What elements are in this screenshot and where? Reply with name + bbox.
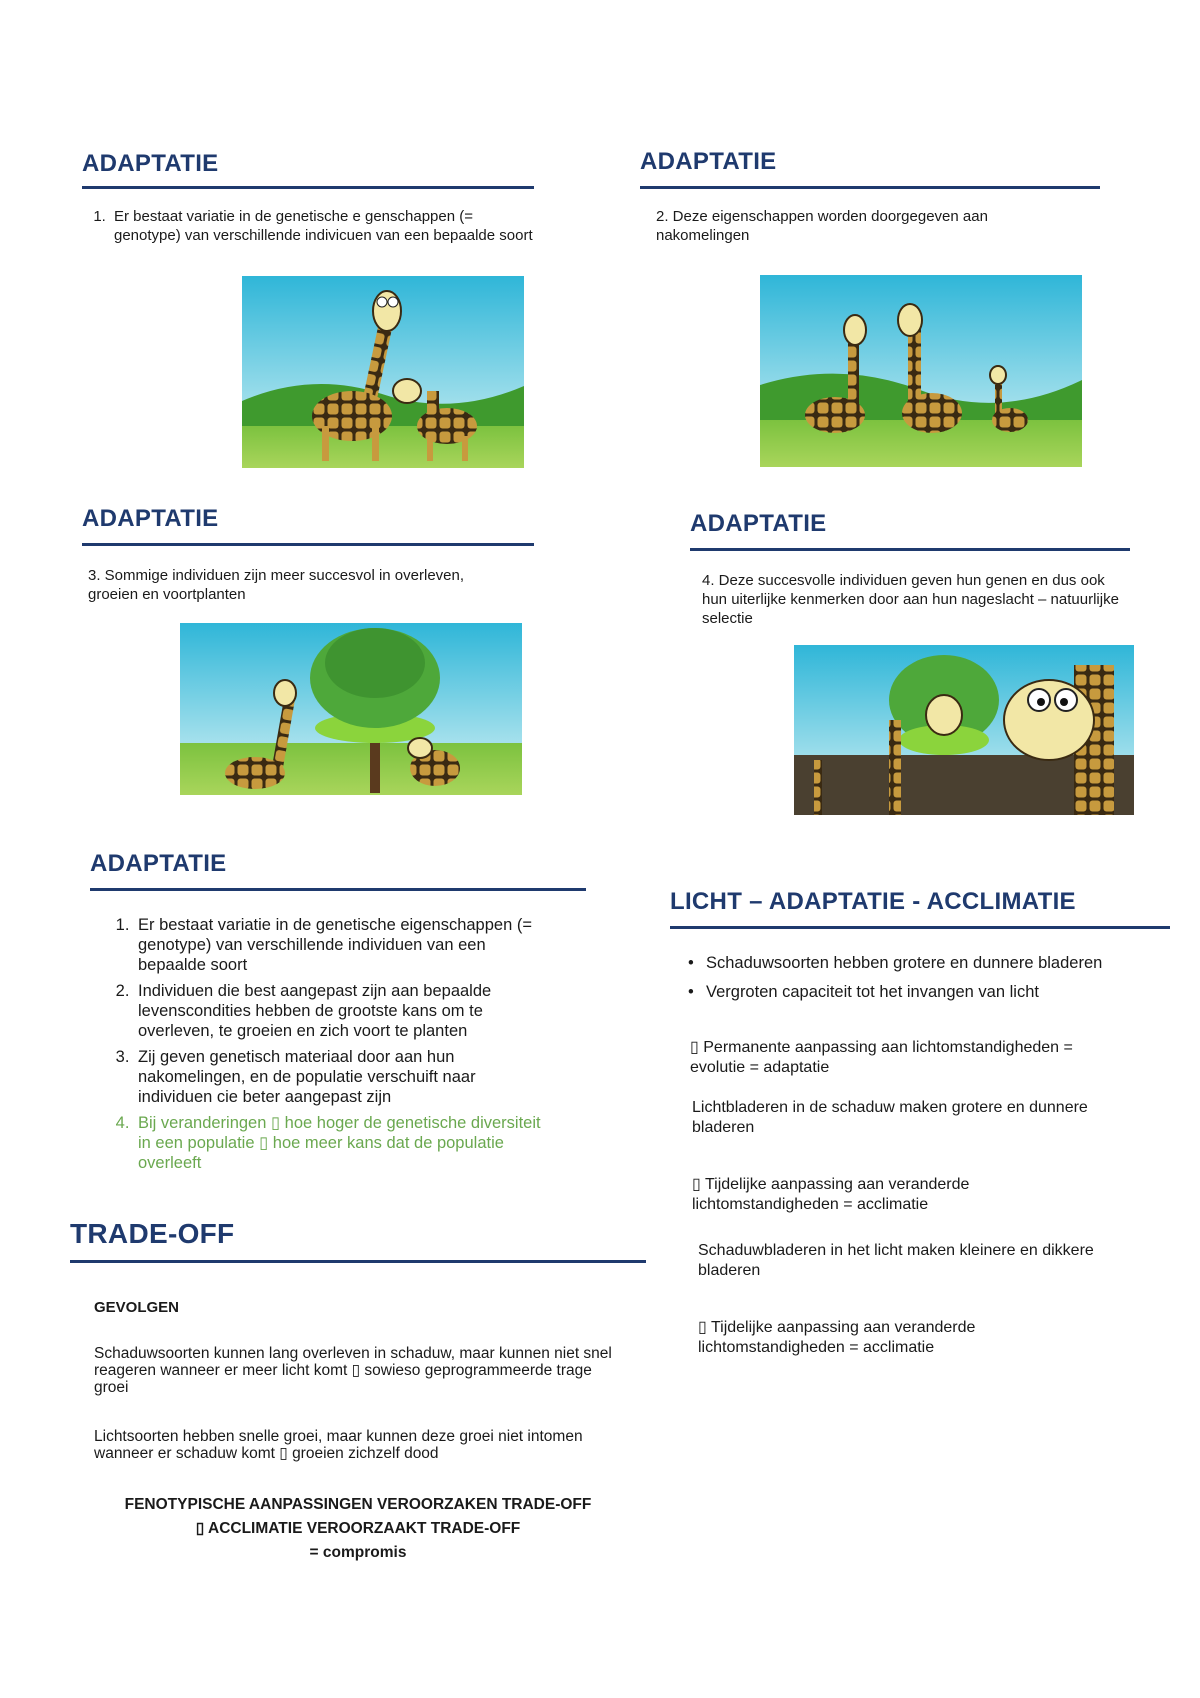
giraffes-tree-image — [180, 623, 522, 795]
slide-title: TRADE-OFF — [70, 1218, 235, 1249]
numbered-list — [90, 915, 554, 1173]
slide-7 — [70, 1218, 646, 1578]
slide-title: LICHT – ADAPTATIE - ACCLIMATIE — [670, 888, 1076, 915]
title-rule — [70, 1260, 646, 1263]
bullet-item: • Schaduwsoorten hebben grotere en dunnere bladeren — [706, 953, 1170, 973]
slide-text: 2. Deze eigenschappen worden doorgegeven aan nakomelingen — [656, 208, 988, 244]
conclusion-line: FENOTYPISCHE AANPASSINGEN VEROORZAKEN TRADE-OFF — [124, 1496, 592, 1513]
bullet-item: • Vergroten capaciteit tot het invangen van licht — [706, 982, 1170, 1002]
list-item: 1. Er bestaat variatie in de genetische e genschappen (= genotype) van verschillende indivicuen van een bepaalde soort — [110, 207, 534, 245]
conclusion-line: ▯ ACCLIMATIE VEROORZAAKT TRADE-OFF — [195, 1520, 521, 1537]
title-rule — [690, 548, 1130, 551]
section-subtitle: GEVOLGEN — [94, 1299, 180, 1316]
slide-2 — [640, 148, 1100, 245]
list-item-highlighted: 4. Bij veranderingen ▯ hoe hoger de genetische diversiteit in een populatie ▯ hoe meer kans dat de populatie overleeft — [134, 1113, 554, 1173]
slide-title: ADAPTATIE — [90, 850, 227, 877]
title-rule — [82, 543, 534, 546]
giraffe-closeup-image — [794, 645, 1134, 815]
slide-1 — [82, 150, 534, 251]
slide-text: 3. Sommige individuen zijn meer succesvol in overleven, groeien en voortplanten — [88, 567, 465, 603]
bullet-list — [670, 953, 1170, 1002]
slide-title: ADAPTATIE — [690, 510, 827, 537]
paragraph: Lichtbladeren in de schaduw maken grotere en dunnere bladeren — [692, 1099, 1088, 1136]
slide-text: 4. Deze succesvolle individuen geven hun genen en dus ook hun uiterlijke kenmerken door aan hun nageslacht – natuurlijke selectie — [702, 572, 1119, 627]
slide-4 — [690, 510, 1130, 628]
list-item: 2. Individuen die best aangepast zijn aan bepaalde levenscondities hebben de grootste kans om te overleven, te groeien en zich voort te planten — [134, 981, 554, 1041]
paragraph: Lichtsoorten hebben snelle groei, maar kunnen deze groei niet intomen wanneer er schaduw komt ▯ groeien zichzelf dood — [94, 1428, 583, 1462]
title-rule — [670, 926, 1170, 929]
title-rule — [90, 888, 586, 891]
paragraph: ▯ Permanente aanpassing aan lichtomstandigheden = evolutie = adaptatie — [690, 1039, 1073, 1076]
title-rule — [82, 186, 534, 189]
slide-3 — [82, 505, 534, 604]
paragraph: ▯ Tijdelijke aanpassing aan veranderde lichtomstandigheden = acclimatie — [692, 1176, 970, 1213]
paragraph: Schaduwbladeren in het licht maken kleinere en dikkere bladeren — [698, 1242, 1094, 1279]
list-item: 3. Zij geven genetisch materiaal door aan hun nakomelingen, en de populatie verschuift naar individuen cie beter aangepast zijn — [134, 1047, 554, 1107]
paragraph: ▯ Tijdelijke aanpassing aan veranderde lichtomstandigheden = acclimatie — [698, 1319, 976, 1356]
slide-5 — [90, 850, 586, 1179]
title-rule — [640, 186, 1100, 189]
slide-title: ADAPTATIE — [82, 150, 219, 177]
two-giraffes-image — [242, 276, 524, 468]
paragraph: Schaduwsoorten kunnen lang overleven in schaduw, maar kunnen niet snel reageren wanneer er meer licht komt ▯ sowieso geprogrammeerde trage groei — [94, 1345, 612, 1396]
slide-title: ADAPTATIE — [640, 148, 777, 175]
slide-title: ADAPTATIE — [82, 505, 219, 532]
conclusion-line: = compromis — [309, 1544, 407, 1561]
giraffe-family-image — [760, 275, 1082, 467]
numbered-list — [82, 207, 534, 245]
list-item: 1. Er bestaat variatie in de genetische eigenschappen (= genotype) van verschillende individuen van een bepaalde soort — [134, 915, 554, 975]
slide-6 — [670, 888, 1170, 1408]
